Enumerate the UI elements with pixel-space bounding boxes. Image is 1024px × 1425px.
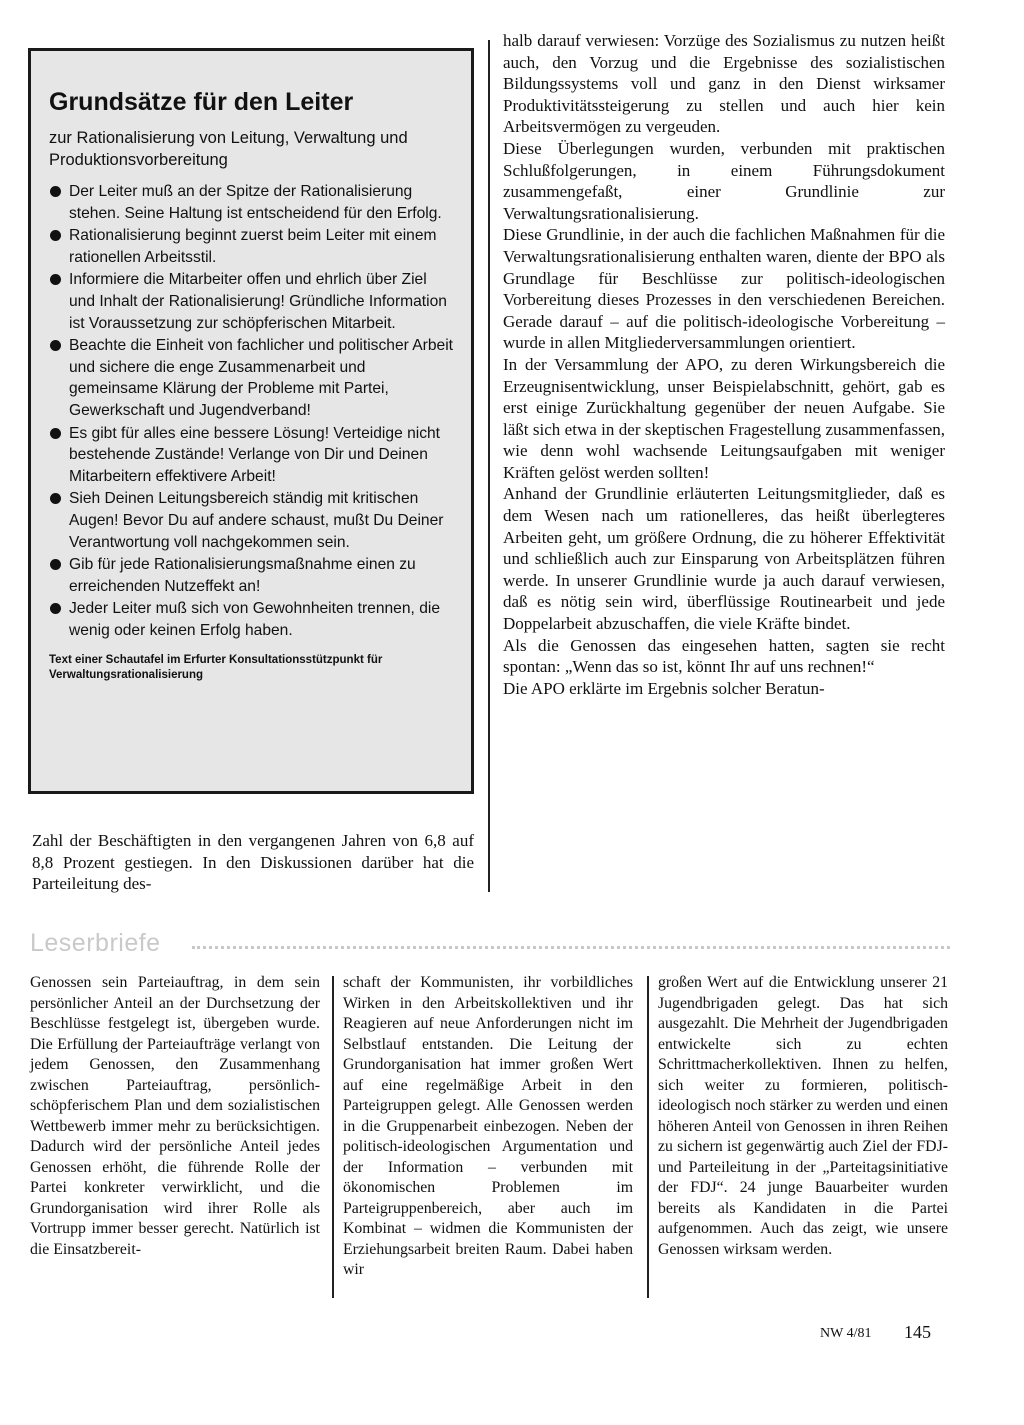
principles-list bbox=[49, 181, 457, 641]
issue-label: NW 4/81 bbox=[820, 1326, 872, 1341]
box-title: Grundsätze für den Leiter bbox=[49, 88, 354, 116]
bullet-icon bbox=[50, 493, 61, 504]
list-item bbox=[49, 269, 457, 334]
bullet-icon bbox=[50, 186, 61, 197]
paragraph: Diese Überlegungen wurden, verbunden mit praktischen Schlußfolgerungen, in einem Führungsdokument zusammengefaßt, einer Grundlinie zur Verwaltungsrationalisierung. bbox=[503, 138, 945, 223]
list-item-text: Rationalisierung beginnt zuerst beim Leiter mit einem rationellen Arbeitsstil. bbox=[69, 227, 437, 266]
letters-column-2 bbox=[343, 973, 633, 1281]
paragraph: Genossen sein Parteiauftrag, in dem sein persönlicher Anteil an der Durchsetzung der Beschlüsse festgelegt ist, übergeben wurde. Die Erfüllung der Parteiaufträge verlangt von jedem Genossen, den Zusammenhang zwischen Parteiauftrag, persönlich-schöpferischem Plan und dem sozialistischen Wettbewerb immer mehr zu berücksichtigen. Dadurch wird der persönliche Anteil jedes Genossen erhöht, die führende Rolle der Partei konkreter verwirklicht, und die Grundorganisation wird ihrer Rolle als Vortrupp immer besser gerecht. Natürlich ist die Einsatzbereit- bbox=[30, 974, 320, 1258]
bullet-icon bbox=[50, 428, 61, 439]
section-title: Leserbriefe bbox=[30, 929, 161, 957]
list-item-text: Gib für jede Rationalisierungsmaßnahme einen zu erreichenden Nutzeffekt an! bbox=[69, 556, 416, 595]
bullet-icon bbox=[50, 603, 61, 614]
list-item-text: Beachte die Einheit von fachlicher und politischer Arbeit und sichere die enge Zusammenarbeit und gemeinsame Klärung der Probleme mit Partei, Gewerkschaft und Jugendverband! bbox=[69, 337, 454, 419]
paragraph: Die APO erklärte im Ergebnis solcher Beratun- bbox=[503, 678, 825, 698]
bullet-icon bbox=[50, 274, 61, 285]
left-column-body bbox=[32, 830, 474, 895]
list-item bbox=[49, 488, 457, 553]
bullet-icon bbox=[50, 340, 61, 351]
list-item-text: Es gibt für alles eine bessere Lösung! Verteidige nicht bestehende Zustände! Verlange von Dir und Deinen Mitarbeitern effektivere Arbeit! bbox=[69, 424, 441, 485]
paragraph: Diese Grundlinie, in der auch die fachlichen Maßnahmen für die Verwaltungsrationalisierung enthalten waren, diente der BPO als Grundlage für Beschlüsse zur politisch-ideologischen Vorbereitung dieses Prozesses in den verschiedenen Bereichen. Gerade darauf – auf die politisch-ideologische Vorbereitung – wurde in allen Mitgliederversammlungen orientiert. bbox=[503, 225, 945, 353]
list-item bbox=[49, 225, 457, 268]
paragraph: Als die Genossen das eingesehen hatten, sagten sie recht spontan: „Wenn das so ist, könnt Ihr auf uns rechnen!“ bbox=[503, 635, 945, 677]
box-caption: Text einer Schautafel im Erfurter Konsultationsstützpunkt für Verwaltungsrationalisierung bbox=[49, 654, 383, 682]
box-subtitle: zur Rationalisierung von Leitung, Verwaltung und Produktionsvorbereitung bbox=[49, 129, 408, 169]
letters-header bbox=[30, 928, 950, 960]
right-column-body bbox=[503, 30, 945, 699]
bullet-icon bbox=[50, 559, 61, 570]
list-item-text: Jeder Leiter muß sich von Gewohnheiten trennen, die wenig oder keinen Erfolg haben. bbox=[69, 600, 440, 639]
bullet-icon bbox=[50, 230, 61, 241]
list-item bbox=[49, 598, 457, 641]
paragraph: In der Versammlung der APO, zu deren Wirkungsbereich die Erzeugnisentwicklung, unser Beispielabschnitt, gehört, gab es erst einige Zurückhaltung gegenüber der neuen Aufgabe. Sie läßt sich etwa in der skeptischen Fragestellung zusammenfassen, wie denn wohl wachsende Leitungsaufgaben mit weniger Kräften gelöst werden sollten! bbox=[503, 354, 945, 482]
page-number: 145 bbox=[904, 1322, 931, 1342]
section-rule bbox=[192, 946, 950, 949]
list-item bbox=[49, 423, 457, 488]
letters-column-3 bbox=[658, 973, 948, 1260]
paragraph: Anhand der Grundlinie erläuterten Leitungsmitglieder, daß es dem Wesen nach um rationelleres, das heißt überlegteres Arbeiten geht, um größere Ordnung, die zu höherer Effektivität und schließlich auch zur Einsparung von Arbeitsplätzen führen werde. In unserer Grundlinie wurde ja auch darauf verwiesen, daß es nötig sein wird, überflüssige Routinearbeit und jede Doppelarbeit abzuschaffen, die viele Kräfte bindet. bbox=[503, 484, 945, 634]
column-divider bbox=[647, 976, 649, 1298]
paragraph: schaft der Kommunisten, ihr vorbildliches Wirken in den Arbeitskollektiven und ihr Reagieren auf neue Anforderungen nicht im Selbstlauf entstanden. Die Leitung der Grundorganisation hat immer großen Wert auf eine regelmäßige Arbeit in den Parteigruppen gelegt. Alle Genossen werden in die Gruppenarbeit einbezogen. Neben der politisch-ideologischen Argumentation und der Information – verbunden mit ökonomischen Problemen im Parteigruppenbereich, aber auch im Kombinat – widmen die Kommunisten der Erziehungsarbeit breiten Raum. Dabei haben wir bbox=[343, 974, 633, 1278]
list-item bbox=[49, 554, 457, 597]
list-item bbox=[49, 181, 457, 224]
principles-box bbox=[28, 48, 474, 794]
paragraph: Zahl der Beschäftigten in den vergangenen Jahren von 6,8 auf 8,8 Prozent gestiegen. In den Diskussionen darüber hat die Parteileitung des- bbox=[32, 831, 474, 894]
letters-column-1 bbox=[30, 973, 320, 1260]
paragraph: halb darauf verwiesen: Vorzüge des Sozialismus zu nutzen heißt auch, den Vorzug und die Ergebnisse des sozialistischen Bildungssystems voll und ganz in den Dienst wirksamer Produktivitätssteigerung zu stellen und auch hier kein Arbeitsvermögen zu vergeuden. bbox=[503, 31, 945, 137]
paragraph: großen Wert auf die Entwicklung unserer 21 Jugendbrigaden gelegt. Das hat sich ausgezahlt. Die Mehrheit der Jugendbrigaden entwickelte sich zu echten Schrittmacherkollektiven. Ihnen zu helfen, sich weiter zu formieren, politisch-ideologisch noch stärker zu werden und einen höheren Anteil von Genossen in ihren Reihen zu sichern ist gegenwärtig auch Ziel der FDJ- und Parteileitung in der „Parteitagsinitiative der FDJ“. 24 junge Bauarbeiter wurden bereits als Kandidaten in die Partei aufgenommen. Auch das zeigt, wie unsere Genossen wirksam werden. bbox=[658, 974, 948, 1258]
column-divider bbox=[332, 976, 334, 1298]
list-item-text: Sieh Deinen Leitungsbereich ständig mit kritischen Augen! Bevor Du auf andere schaust, mußt Du Deiner Verantwortung voll nachgekommen sein. bbox=[69, 490, 444, 551]
list-item-text: Informiere die Mitarbeiter offen und ehrlich über Ziel und Inhalt der Rationalisierung! Gründliche Information ist Voraussetzung zur schöpferischen Mitarbeit. bbox=[69, 271, 447, 332]
column-divider bbox=[488, 40, 490, 892]
list-item bbox=[49, 335, 457, 421]
list-item-text: Der Leiter muß an der Spitze der Rationalisierung stehen. Seine Haltung ist entscheidend für den Erfolg. bbox=[69, 183, 442, 222]
